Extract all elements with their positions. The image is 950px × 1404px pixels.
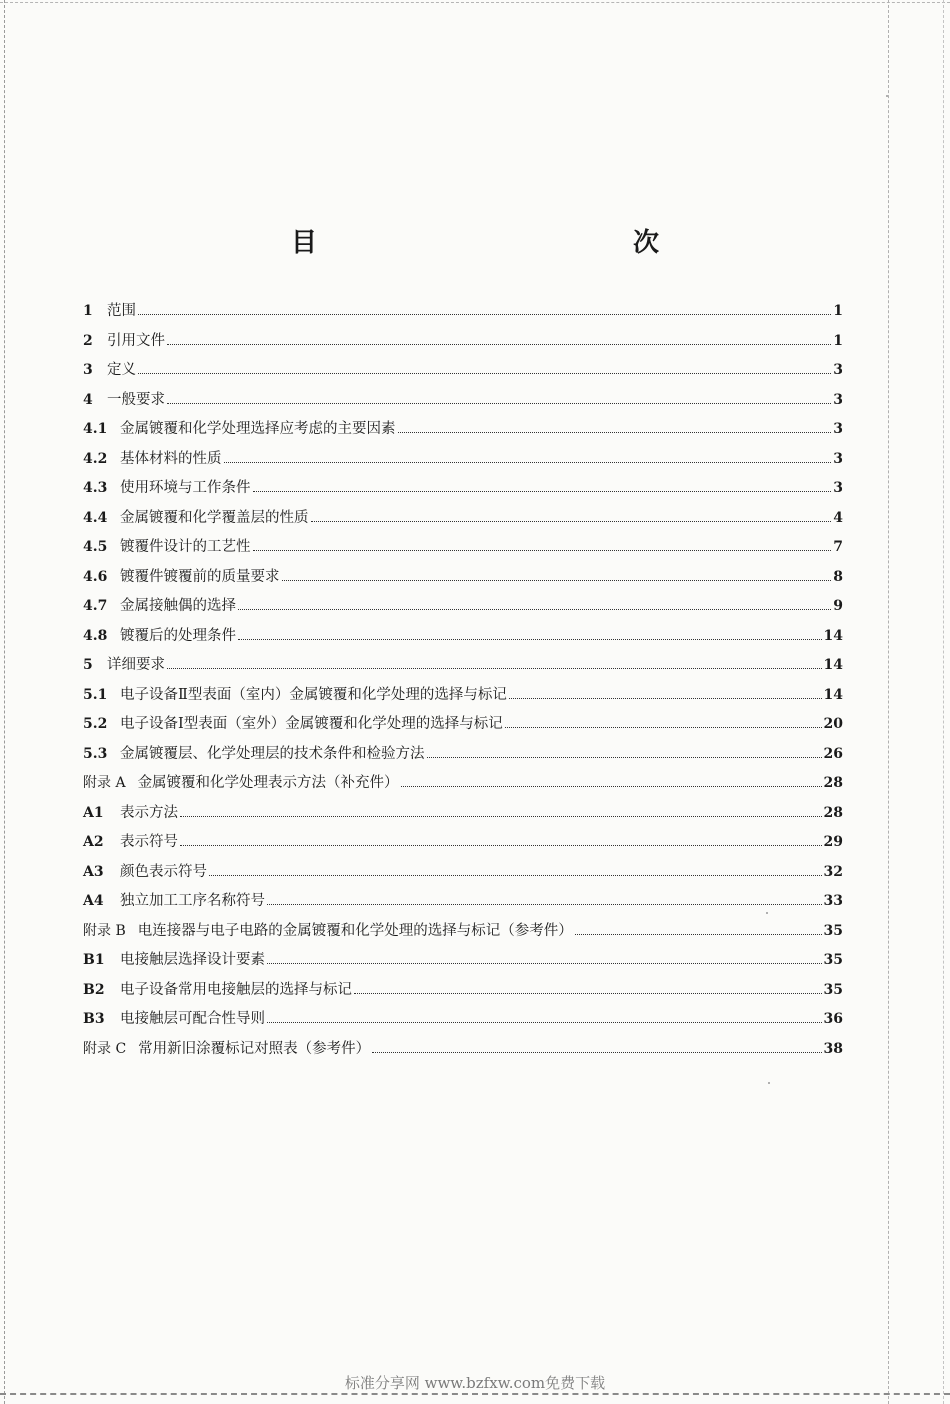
- toc-entry-title: 电接触层选择设计要素: [120, 952, 265, 968]
- page-edge-far-right: [943, 0, 945, 1404]
- toc-entry-title: 引用文件: [107, 332, 165, 349]
- toc-entry-title: 颜色表示符号: [120, 863, 207, 880]
- toc-entry-title: 详细要求: [107, 657, 165, 673]
- toc-entry[interactable]: [83, 1005, 843, 1035]
- toc-entry-number: 1: [83, 303, 93, 319]
- toc-entry-number: 附录 B: [83, 922, 126, 939]
- dot-leader: [180, 845, 822, 846]
- toc-entry-number: 3: [83, 362, 93, 378]
- toc-entry-title: 金属镀覆层、化学处理层的技术条件和检验方法: [120, 745, 425, 762]
- toc-entry-number: 4.1: [83, 421, 108, 437]
- dot-leader: [505, 727, 822, 728]
- toc-entry[interactable]: [83, 828, 843, 858]
- toc-entry-title: 电子设备Ⅱ型表面（室内）金属镀覆和化学处理的选择与标记: [120, 686, 507, 703]
- toc-entry-page: 35: [823, 981, 843, 998]
- toc-entry-number: 4.5: [83, 539, 108, 555]
- toc-entry[interactable]: [83, 681, 843, 711]
- toc-entry-number: 附录 C: [83, 1040, 127, 1057]
- toc-entry-number: A2: [83, 834, 104, 850]
- toc-entry[interactable]: [83, 327, 843, 357]
- toc-entry-title: 电接触层可配合性导则: [120, 1011, 265, 1027]
- dot-leader: [267, 963, 822, 964]
- toc-entry-title: 表示方法: [120, 804, 178, 821]
- toc-entry-title: 镀覆件镀覆前的质量要求: [120, 568, 280, 585]
- toc-entry-number: 5.2: [83, 716, 108, 732]
- toc-entry[interactable]: [83, 386, 843, 416]
- toc-entry-page: 28: [823, 804, 843, 821]
- toc-entry[interactable]: [83, 592, 843, 622]
- toc-entry-page: 3: [833, 450, 843, 467]
- page-edge-top: [0, 2, 950, 4]
- dot-leader: [372, 1052, 821, 1053]
- toc-entry-page: 35: [823, 922, 843, 939]
- toc-entry-page: 7: [833, 539, 843, 555]
- footer-watermark: 标准分享网 www.bzfxw.com免费下载: [344, 1374, 606, 1392]
- dot-leader: [401, 786, 822, 787]
- toc-entry-number: 2: [83, 332, 93, 349]
- page-edge-right: [888, 0, 890, 1404]
- scan-speck: [886, 95, 888, 97]
- dot-leader: [354, 993, 822, 994]
- toc-entry-title: 电连接器与电子电路的金属镀覆和化学处理的选择与标记（参考件）: [137, 922, 573, 939]
- toc-entry-number: 4.4: [83, 509, 108, 526]
- toc-entry-page: 3: [833, 421, 843, 437]
- toc-entry-page: 26: [823, 745, 843, 762]
- toc-entry-number: B1: [83, 952, 105, 968]
- page-edge-left: [4, 0, 6, 1404]
- toc-entry-title: 镀覆件设计的工艺性: [120, 539, 251, 555]
- toc-entry[interactable]: [83, 297, 843, 327]
- toc-entry[interactable]: [83, 504, 843, 534]
- toc-entry-page: 14: [823, 657, 843, 673]
- toc-entry[interactable]: [83, 445, 843, 475]
- table-of-contents: [83, 297, 843, 1064]
- toc-entry-number: 5.3: [83, 745, 108, 762]
- toc-entry[interactable]: [83, 976, 843, 1006]
- scan-speck: [768, 1082, 770, 1084]
- toc-entry[interactable]: [83, 356, 843, 386]
- dot-leader: [282, 580, 832, 581]
- toc-entry[interactable]: [83, 563, 843, 593]
- page-title: 目 次: [290, 228, 747, 259]
- toc-entry-number: 4.8: [83, 627, 108, 644]
- toc-entry-page: 38: [823, 1040, 843, 1057]
- toc-entry-page: 1: [833, 303, 843, 319]
- toc-entry-number: 4.2: [83, 450, 108, 467]
- toc-entry-title: 金属镀覆和化学处理选择应考虑的主要因素: [120, 421, 396, 437]
- toc-entry-title: 独立加工工序名称符号: [120, 893, 265, 909]
- toc-entry-number: 4.6: [83, 568, 108, 585]
- toc-entry-number: 4.7: [83, 598, 108, 614]
- toc-entry-page: 3: [833, 480, 843, 496]
- dot-leader: [398, 432, 832, 433]
- toc-entry-number: B3: [83, 1011, 105, 1027]
- toc-entry[interactable]: [83, 533, 843, 563]
- toc-entry-number: A1: [83, 804, 104, 821]
- toc-entry[interactable]: [83, 946, 843, 976]
- dot-leader: [238, 609, 831, 610]
- toc-entry[interactable]: [83, 740, 843, 770]
- toc-entry-number: 4.3: [83, 480, 108, 496]
- toc-entry[interactable]: [83, 769, 843, 799]
- toc-entry-page: 33: [823, 893, 843, 909]
- dot-leader: [167, 344, 831, 345]
- toc-entry[interactable]: [83, 799, 843, 829]
- toc-entry-page: 20: [823, 716, 843, 732]
- dot-leader: [167, 668, 822, 669]
- dot-leader: [167, 403, 831, 404]
- toc-entry[interactable]: [83, 1035, 843, 1065]
- dot-leader: [180, 816, 822, 817]
- toc-entry-page: 3: [833, 362, 843, 378]
- dot-leader: [311, 521, 832, 522]
- toc-entry-page: 14: [823, 686, 843, 703]
- toc-entry-title: 定义: [107, 362, 136, 378]
- toc-entry-number: 5.1: [83, 686, 108, 703]
- toc-entry-page: 4: [833, 509, 843, 526]
- dot-leader: [253, 491, 832, 492]
- dot-leader: [575, 934, 822, 935]
- toc-entry-page: 28: [823, 775, 843, 791]
- dot-leader: [509, 698, 822, 699]
- toc-entry-number: 附录 A: [83, 775, 126, 791]
- toc-entry[interactable]: [83, 710, 843, 740]
- toc-entry-number: 5: [83, 657, 93, 673]
- toc-entry-page: 14: [823, 627, 843, 644]
- toc-entry-title: 表示符号: [120, 834, 178, 850]
- toc-entry-number: B2: [83, 981, 105, 998]
- toc-entry-title: 金属接触偶的选择: [120, 598, 236, 614]
- toc-entry[interactable]: [83, 415, 843, 445]
- toc-entry-page: 36: [823, 1011, 843, 1027]
- toc-entry-title: 使用环境与工作条件: [120, 480, 251, 496]
- dot-leader: [427, 757, 822, 758]
- toc-entry-title: 范围: [107, 303, 136, 319]
- toc-entry-page: 1: [833, 332, 843, 349]
- toc-entry-title: 一般要求: [107, 391, 165, 408]
- toc-entry[interactable]: [83, 651, 843, 681]
- toc-entry[interactable]: [83, 474, 843, 504]
- toc-entry[interactable]: [83, 887, 843, 917]
- toc-entry-page: 29: [823, 834, 843, 850]
- toc-entry[interactable]: [83, 858, 843, 888]
- dot-leader: [267, 1022, 822, 1023]
- dot-leader: [138, 373, 831, 374]
- toc-entry-title: 基体材料的性质: [120, 450, 222, 467]
- toc-entry-title: 电子设备Ⅰ型表面（室外）金属镀覆和化学处理的选择与标记: [120, 716, 503, 732]
- page-edge-bottom: [0, 1393, 950, 1396]
- toc-entry-page: 3: [833, 391, 843, 408]
- toc-entry-title: 电子设备常用电接触层的选择与标记: [120, 981, 352, 998]
- toc-entry-title: 金属镀覆和化学覆盖层的性质: [120, 509, 309, 526]
- toc-entry-page: 32: [823, 863, 843, 880]
- toc-entry[interactable]: [83, 917, 843, 947]
- dot-leader: [253, 550, 832, 551]
- toc-entry-page: 35: [823, 952, 843, 968]
- toc-entry-title: 常用新旧涂覆标记对照表（参考件）: [138, 1040, 371, 1057]
- toc-entry[interactable]: [83, 622, 843, 652]
- toc-entry-page: 8: [833, 568, 843, 585]
- toc-entry-title: 金属镀覆和化学处理表示方法（补充件）: [137, 775, 399, 791]
- toc-entry-title: 镀覆后的处理条件: [120, 627, 236, 644]
- toc-entry-number: 4: [83, 391, 93, 408]
- toc-entry-number: A4: [83, 893, 104, 909]
- dot-leader: [238, 639, 822, 640]
- dot-leader: [224, 462, 832, 463]
- toc-entry-number: A3: [83, 863, 104, 880]
- toc-entry-page: 9: [833, 598, 843, 614]
- dot-leader: [267, 904, 822, 905]
- dot-leader: [138, 314, 831, 315]
- dot-leader: [209, 875, 822, 876]
